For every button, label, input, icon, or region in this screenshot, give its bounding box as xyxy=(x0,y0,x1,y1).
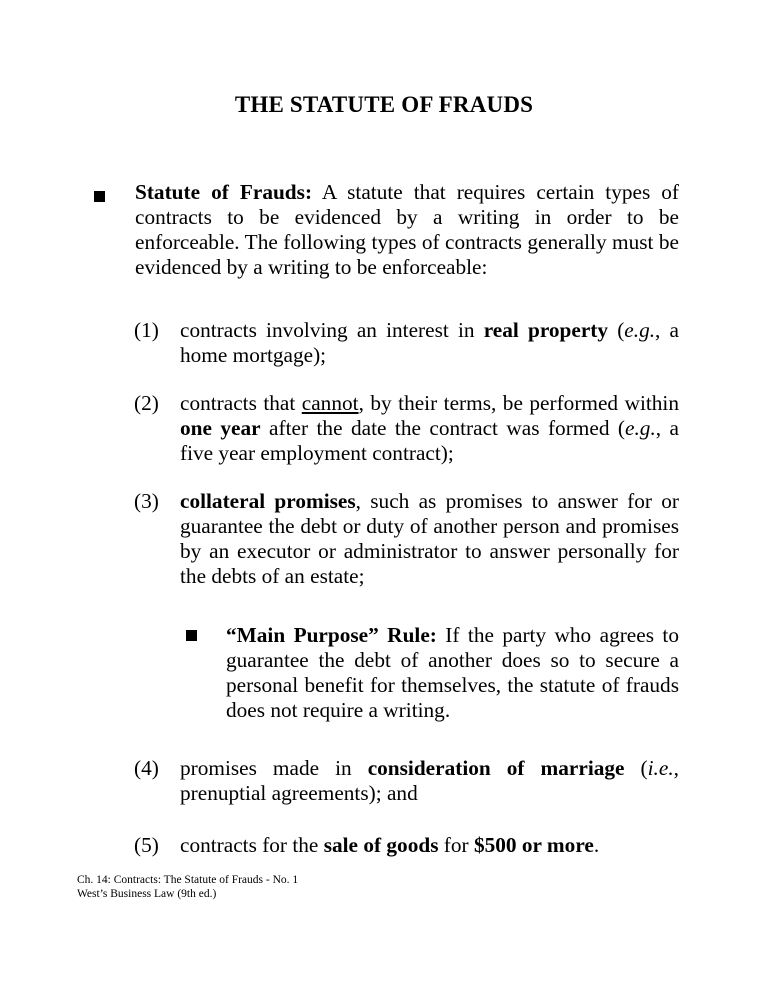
item-number: (2) xyxy=(134,391,159,415)
list-item-collateral-promises: collateral promises, such as promises to answer for or guarantee the debt or duty of another person and promises by an executor or administrator to answer personally for the debts of an estate; xyxy=(180,489,679,588)
footer-source: West’s Business Law (9th ed.) xyxy=(77,888,217,900)
item-number: (1) xyxy=(134,318,159,342)
list-item-marriage: promises made in consideration of marriage (i.e., prenuptial agreements); and xyxy=(180,756,679,805)
square-bullet-icon xyxy=(94,191,105,202)
item-number: (3) xyxy=(134,489,159,513)
list-item-sale-of-goods: contracts for the sale of goods for $500 or more. xyxy=(180,833,600,857)
list-item-one-year: contracts that cannot, by their terms, be performed within one year after the date the contract was formed (e.g., a five year employment contract); xyxy=(180,391,679,465)
item-number: (4) xyxy=(134,756,159,780)
main-purpose-rule: “Main Purpose” Rule: If the party who agrees to guarantee the debt of another does so to secure a personal benefit for themselves, the statute of frauds does not require a writing. xyxy=(226,623,679,722)
page-title: THE STATUTE OF FRAUDS xyxy=(234,92,534,117)
footer-chapter: Ch. 14: Contracts: The Statute of Frauds - No. 1 xyxy=(77,874,299,886)
definition-term: Statute of Frauds: xyxy=(135,180,313,204)
item-number: (5) xyxy=(134,833,159,857)
list-item-real-property: contracts involving an interest in real property (e.g., a home mortgage); xyxy=(180,318,679,367)
square-bullet-icon xyxy=(186,630,197,641)
statute-definition xyxy=(135,180,679,280)
definition-text: A statute that requires certain types of contracts to be evidenced by a writing in order to be enforceable. The following types of contracts generally must be evidenced by a writing to be enforceable: xyxy=(135,180,679,279)
